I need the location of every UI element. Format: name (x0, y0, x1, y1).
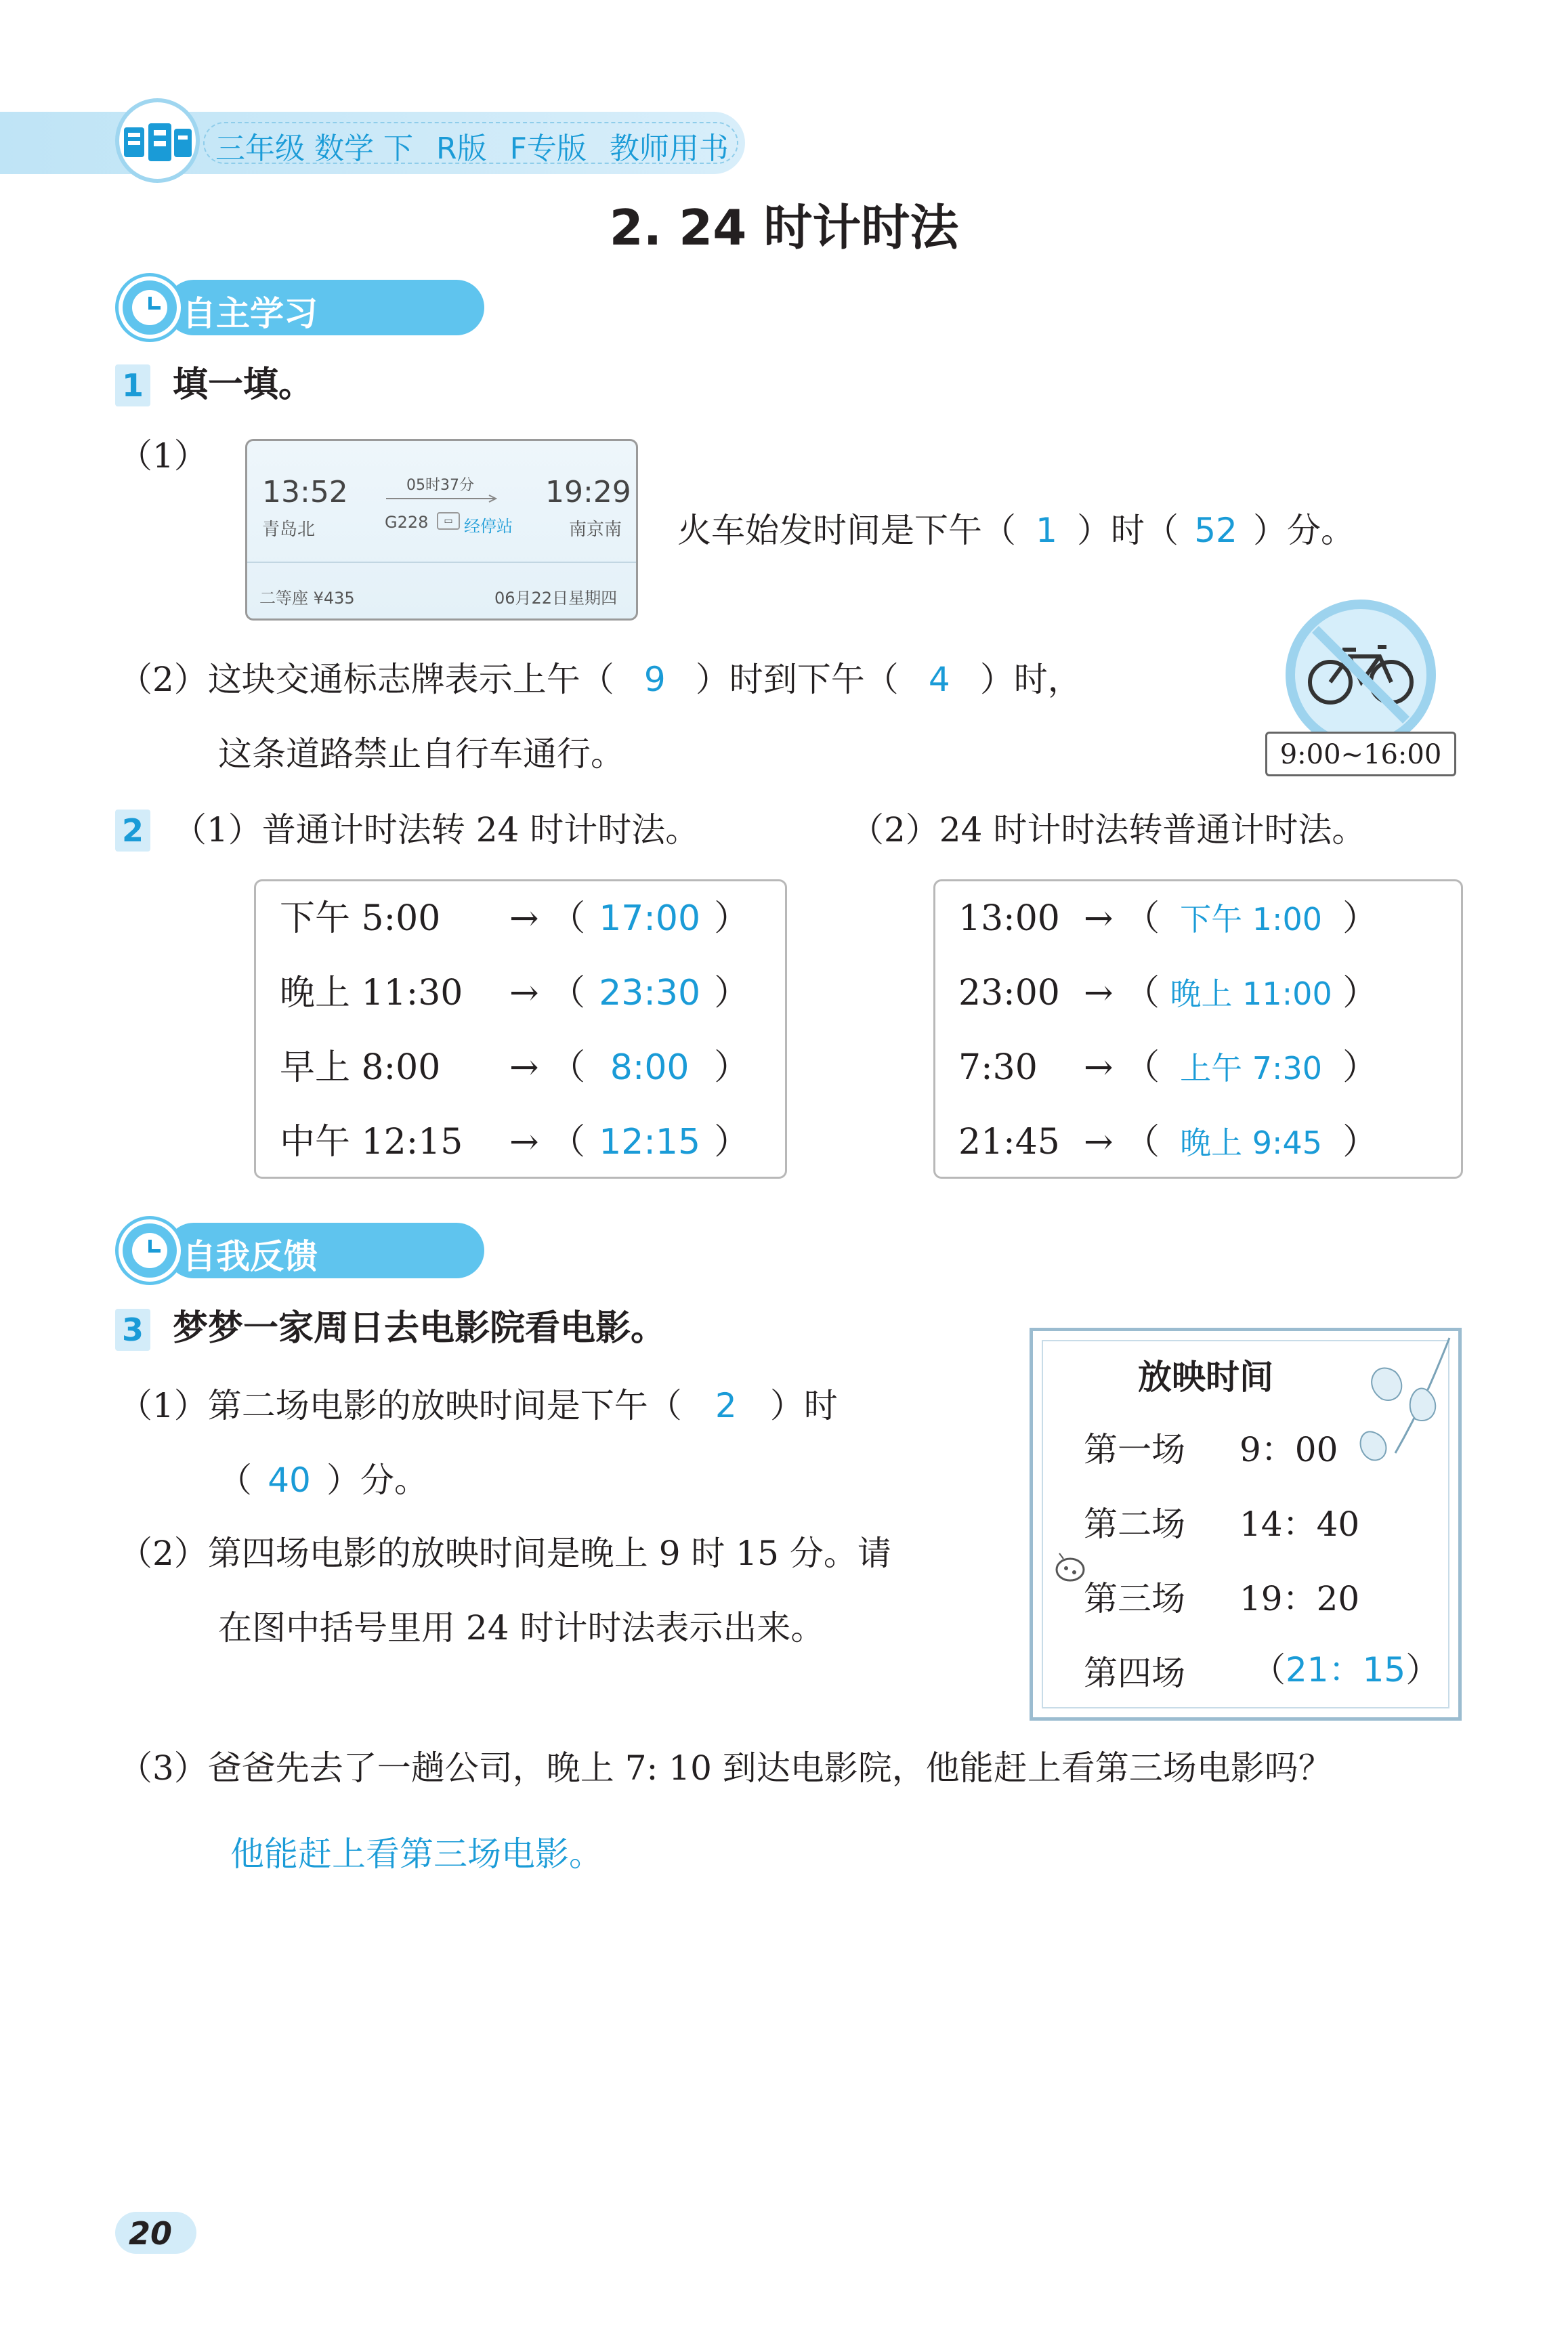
answer-hour: 2 (715, 1386, 737, 1425)
conversion-row (1084, 1122, 1378, 1162)
ticket-train-number: G228 (385, 513, 429, 532)
answer-12h: 上午 7:30 (1180, 1050, 1323, 1087)
ticket-seat-price: 二等座 ¥435 (259, 589, 355, 608)
sentence-text: ）分。 (326, 1461, 428, 1500)
sentence-text: ）时， (979, 660, 1082, 699)
q3-part1-line1 (119, 1386, 838, 1425)
logo-mark (119, 121, 196, 168)
answer-24h: 17:00 (599, 898, 701, 939)
answer-12h: 晚上 9:45 (1180, 1125, 1323, 1161)
header-grade: 三年级 数学 下 (215, 131, 413, 166)
header-special: F专版 (509, 131, 587, 166)
answer-24h: 12:15 (599, 1122, 701, 1162)
ticket-tag: 经停站 (464, 517, 513, 536)
ticket-arrive-time: 19:29 (545, 475, 631, 509)
given-time: 13:00 (958, 898, 1060, 939)
answer-12h: 下午 1:00 (1180, 901, 1323, 938)
answer-minute: 40 (268, 1461, 311, 1500)
conversion-row (1084, 1047, 1378, 1088)
close-paren: ） (714, 1122, 750, 1162)
arrow-icon: → (509, 1047, 539, 1088)
given-time: 中午 12:15 (280, 1122, 463, 1162)
sentence-text: ）时到下午（ (695, 660, 899, 699)
part-label: （2） (119, 660, 208, 699)
answer-start-hour: 9 (643, 660, 666, 699)
given-time: 下午 5:00 (280, 898, 441, 939)
train-ticket (245, 439, 638, 621)
sentence-text: ）时（ (1077, 511, 1179, 550)
ginkgo-leaf-icon (1348, 1331, 1460, 1473)
close-paren: ） (1342, 898, 1378, 939)
q2-right-title: （2）24 时计时法转普通计时法。 (850, 810, 1366, 849)
arrow-icon: → (1084, 898, 1114, 939)
sign-time-plate: 9:00~16:00 (1265, 732, 1456, 776)
part-label: （1） (119, 436, 208, 476)
close-paren: ） (714, 973, 750, 1013)
question-number: 2 (115, 810, 150, 852)
answer-hour: 1 (1036, 511, 1057, 550)
arrow-icon: → (1084, 1047, 1114, 1088)
given-time: 21:45 (958, 1122, 1060, 1162)
header-edition: R版 (436, 131, 487, 166)
q3-part1-line2 (218, 1461, 428, 1500)
schedule-row-time: 9：00 (1239, 1430, 1338, 1469)
arrow-icon: → (509, 898, 539, 939)
schedule-row-time: 14：40 (1239, 1505, 1360, 1544)
open-paren: （ (1124, 898, 1160, 939)
schedule-row-name: 第二场 (1084, 1505, 1185, 1544)
given-time: 7:30 (958, 1047, 1038, 1088)
conversion-row (509, 1122, 750, 1162)
close-paren: ） (1342, 1122, 1378, 1162)
sentence-text: ）分。 (1253, 511, 1355, 550)
ticket-from-station: 青岛北 (262, 520, 316, 540)
arrow-icon: → (509, 1122, 539, 1162)
ticket-arrow-icon (386, 494, 501, 503)
given-time: 早上 8:00 (280, 1047, 441, 1088)
close-paren: ） (714, 898, 750, 939)
open-paren: （ (550, 898, 586, 939)
open-paren: （ (1124, 1122, 1160, 1162)
close-paren: ） (714, 1047, 750, 1088)
question-prompt: 填一填。 (173, 364, 314, 405)
given-time: 23:00 (958, 973, 1060, 1013)
answer-24h: 23:30 (599, 973, 701, 1013)
ticket-to-station: 南京南 (569, 520, 622, 540)
schedule-row-name: 第四场 (1084, 1654, 1185, 1693)
q2-left-title: （1）普通计时法转 24 时计时法。 (173, 810, 700, 849)
section-title: 自我反馈 (166, 1223, 484, 1278)
lesson-title: 2. 24 时计时法 (609, 199, 959, 256)
train-badge-icon: ▭ (437, 512, 460, 530)
sentence-text: ）时 (769, 1386, 838, 1425)
conversion-row (509, 898, 750, 939)
arrow-icon: → (509, 973, 539, 1013)
q3-part2-line1: （2）第四场电影的放映时间是晚上 9 时 15 分。请 (119, 1534, 891, 1573)
close-paren: ） (1342, 973, 1378, 1013)
answer-24h: 8:00 (610, 1047, 690, 1088)
answer-schedule-time: 21：15 (1286, 1650, 1406, 1690)
open-paren: （ (1252, 1650, 1286, 1690)
q1-part1-sentence (677, 511, 1355, 550)
schedule-row-time: 19：20 (1239, 1579, 1360, 1618)
open-paren: （ (550, 1122, 586, 1162)
question-number: 3 (115, 1309, 150, 1351)
page-number: 20 (129, 2215, 173, 2252)
logo (119, 121, 196, 177)
ticket-date: 06月22日星期四 (494, 589, 618, 608)
section-title: 自主学习 (166, 280, 484, 335)
sentence-text: （ (218, 1461, 252, 1500)
answer-12h: 晚上 11:00 (1170, 975, 1332, 1012)
q1-part2-line1 (119, 660, 1082, 699)
header-text (215, 124, 742, 167)
sentence-text: 火车始发时间是下午（ (677, 511, 1016, 550)
bicycle-icon (1295, 609, 1426, 740)
arrow-icon: → (1084, 973, 1114, 1013)
q1-part2-line2: 这条道路禁止自行车通行。 (218, 734, 624, 774)
close-paren: ） (1342, 1047, 1378, 1088)
alarm-clock-icon (119, 1219, 181, 1282)
schedule-row-name: 第三场 (1084, 1579, 1185, 1618)
schedule-title: 放映时间 (1138, 1357, 1273, 1397)
sentence-text: 这块交通标志牌表示上午（ (207, 660, 614, 699)
open-paren: （ (550, 973, 586, 1013)
conversion-row (509, 975, 749, 1011)
q3-part3-question: （3）爸爸先去了一趟公司，晚上 7: 10 到达电影院，他能赶上看第三场电影吗？ (119, 1748, 1332, 1788)
conversion-row (1084, 975, 1378, 1011)
sentence-text: （1）第二场电影的放映时间是下午（ (119, 1386, 682, 1425)
arrow-icon: → (1084, 1122, 1114, 1162)
ticket-depart-time: 13:52 (262, 475, 348, 509)
schedule-row-name: 第一场 (1084, 1430, 1185, 1469)
ticket-divider (247, 562, 636, 563)
answer-end-hour: 4 (928, 660, 950, 699)
alarm-clock-icon (119, 276, 181, 339)
q3-part3-answer: 他能赶上看第三场电影。 (230, 1834, 603, 1874)
ticket-duration: 05时37分 (406, 477, 474, 494)
answer-minute: 52 (1194, 511, 1237, 550)
open-paren: （ (1124, 973, 1160, 1013)
question-number: 1 (115, 364, 150, 406)
open-paren: （ (550, 1047, 586, 1088)
no-bicycle-sign-icon (1286, 600, 1436, 750)
q3-part2-line2: 在图中括号里用 24 时计时法表示出来。 (218, 1608, 825, 1648)
conversion-row (1084, 898, 1378, 939)
schedule-answer-row (1252, 1650, 1440, 1690)
question-prompt: 梦梦一家周日去电影院看电影。 (173, 1308, 666, 1349)
close-paren: ） (1405, 1650, 1440, 1690)
conversion-row (509, 1047, 750, 1088)
header-book: 教师用书 (609, 131, 729, 166)
given-time: 晚上 11:30 (280, 973, 463, 1013)
open-paren: （ (1124, 1047, 1160, 1088)
